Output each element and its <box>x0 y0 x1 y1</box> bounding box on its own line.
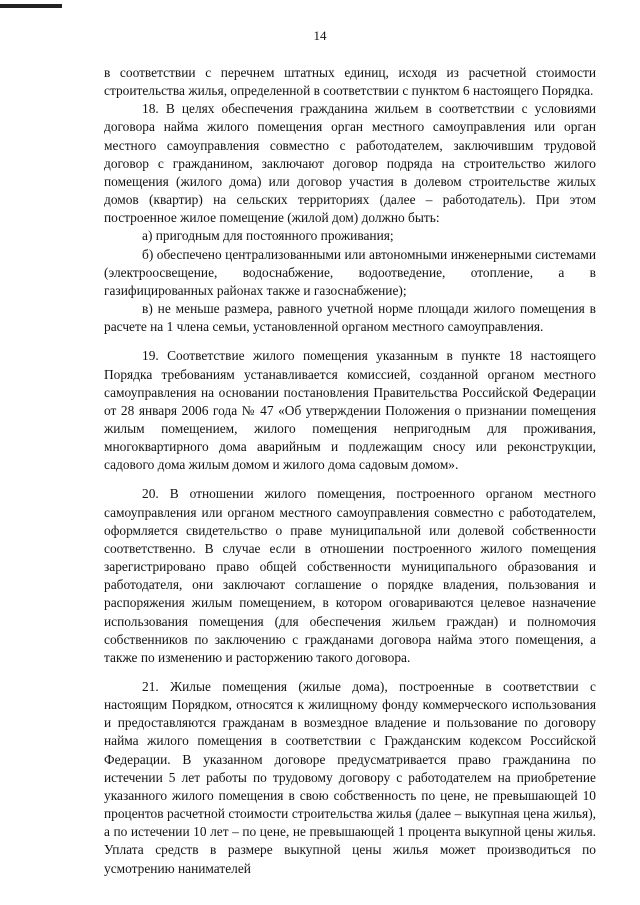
paragraph-21: 21. Жилые помещения (жилые дома), построенные в соответствии с настоящим Порядком, относятся к жилищному фонду коммерческого использования и предоставляются гражданам в возмездное владение и пользование по договору найма жилого помещения в соответствии с Гражданским кодексом Российской Федерации. В указанном договоре предусматривается право гражданина по истечении 5 лет работы по трудовому договору с работодателем на приобретение указанного жилого помещения в свою собственность по цене, не превышающей 10 процентов расчетной стоимости строительства жилья (далее – выкупная цена жилья), а по истечении 10 лет – по цене, не превышающей 1 процента выкупной цены жилья. Уплата средств в размере выкупной цены жилья может производиться по усмотрению нанимателей <box>104 679 596 876</box>
list-item-b: б) обеспечено централизованными или автономными инженерными системами (электроосвещение, водоснабжение, водоотведение, отопление, а в газифицированных районах также и газоснабжение); <box>104 246 596 298</box>
paragraph-continuation: в соответствии с перечнем штатных единиц, исходя из расчетной стоимости строительства жилья, определенной в соответствии с пунктом 6 настоящего Порядка. <box>104 65 596 99</box>
paragraph-20: 20. В отношении жилого помещения, построенного органом местного самоуправления или органом местного самоуправления совместно с работодателем, оформляется свидетельство о праве муниципальной или долевой собственности соответственно. В случае если в отношении построенного жилого помещения зарегистрировано право общей собственности муниципального образования и работодателя, они заключают соглашение о порядке владения, пользования и распоряжения жилым помещением, в котором оговариваются целевое назначение использования помещения (для обеспечения жильем граждан) и полномочия собственников по заключению с гражданами договора найма этого помещения, а также по изменению и расторжению такого договора. <box>104 486 596 665</box>
list-item-a: а) пригодным для постоянного проживания; <box>142 228 394 244</box>
paragraph-19: 19. Соответствие жилого помещения указанным в пункте 18 настоящего Порядка требованиям устанавливается комиссией, созданной органом местного самоуправления на основании постановления Правительства Российской Федерации от 28 января 2006 года № 47 «Об утверждении Положения о признании помещения жилым помещением, жилого помещения непригодным для проживания, многоквартирного дома аварийным и подлежащим сносу или реконструкции, садового дома жилым домом и жилого дома садовым домом». <box>104 348 596 473</box>
list-item-v: в) не меньше размера, равного учетной норме площади жилого помещения в расчете на 1 члена семьи, установленной органом местного самоуправления. <box>104 301 596 335</box>
paragraph-18: 18. В целях обеспечения гражданина жильем в соответствии с условиями договора найма жилого помещения орган местного самоуправления или орган местного самоуправления совместно с работодателем, заключившим трудовой договор с гражданином, заключают договор подряда на строительство жилого помещения (жилого дома) или договор участия в долевом строительстве жилых домов (квартир) на сельских территориях (далее – работодатель). При этом построенное жилое помещение (жилой дом) должно быть: <box>104 101 596 226</box>
document-body <box>104 64 596 878</box>
scan-corner-mark <box>0 4 62 8</box>
page-number: 14 <box>313 28 327 43</box>
